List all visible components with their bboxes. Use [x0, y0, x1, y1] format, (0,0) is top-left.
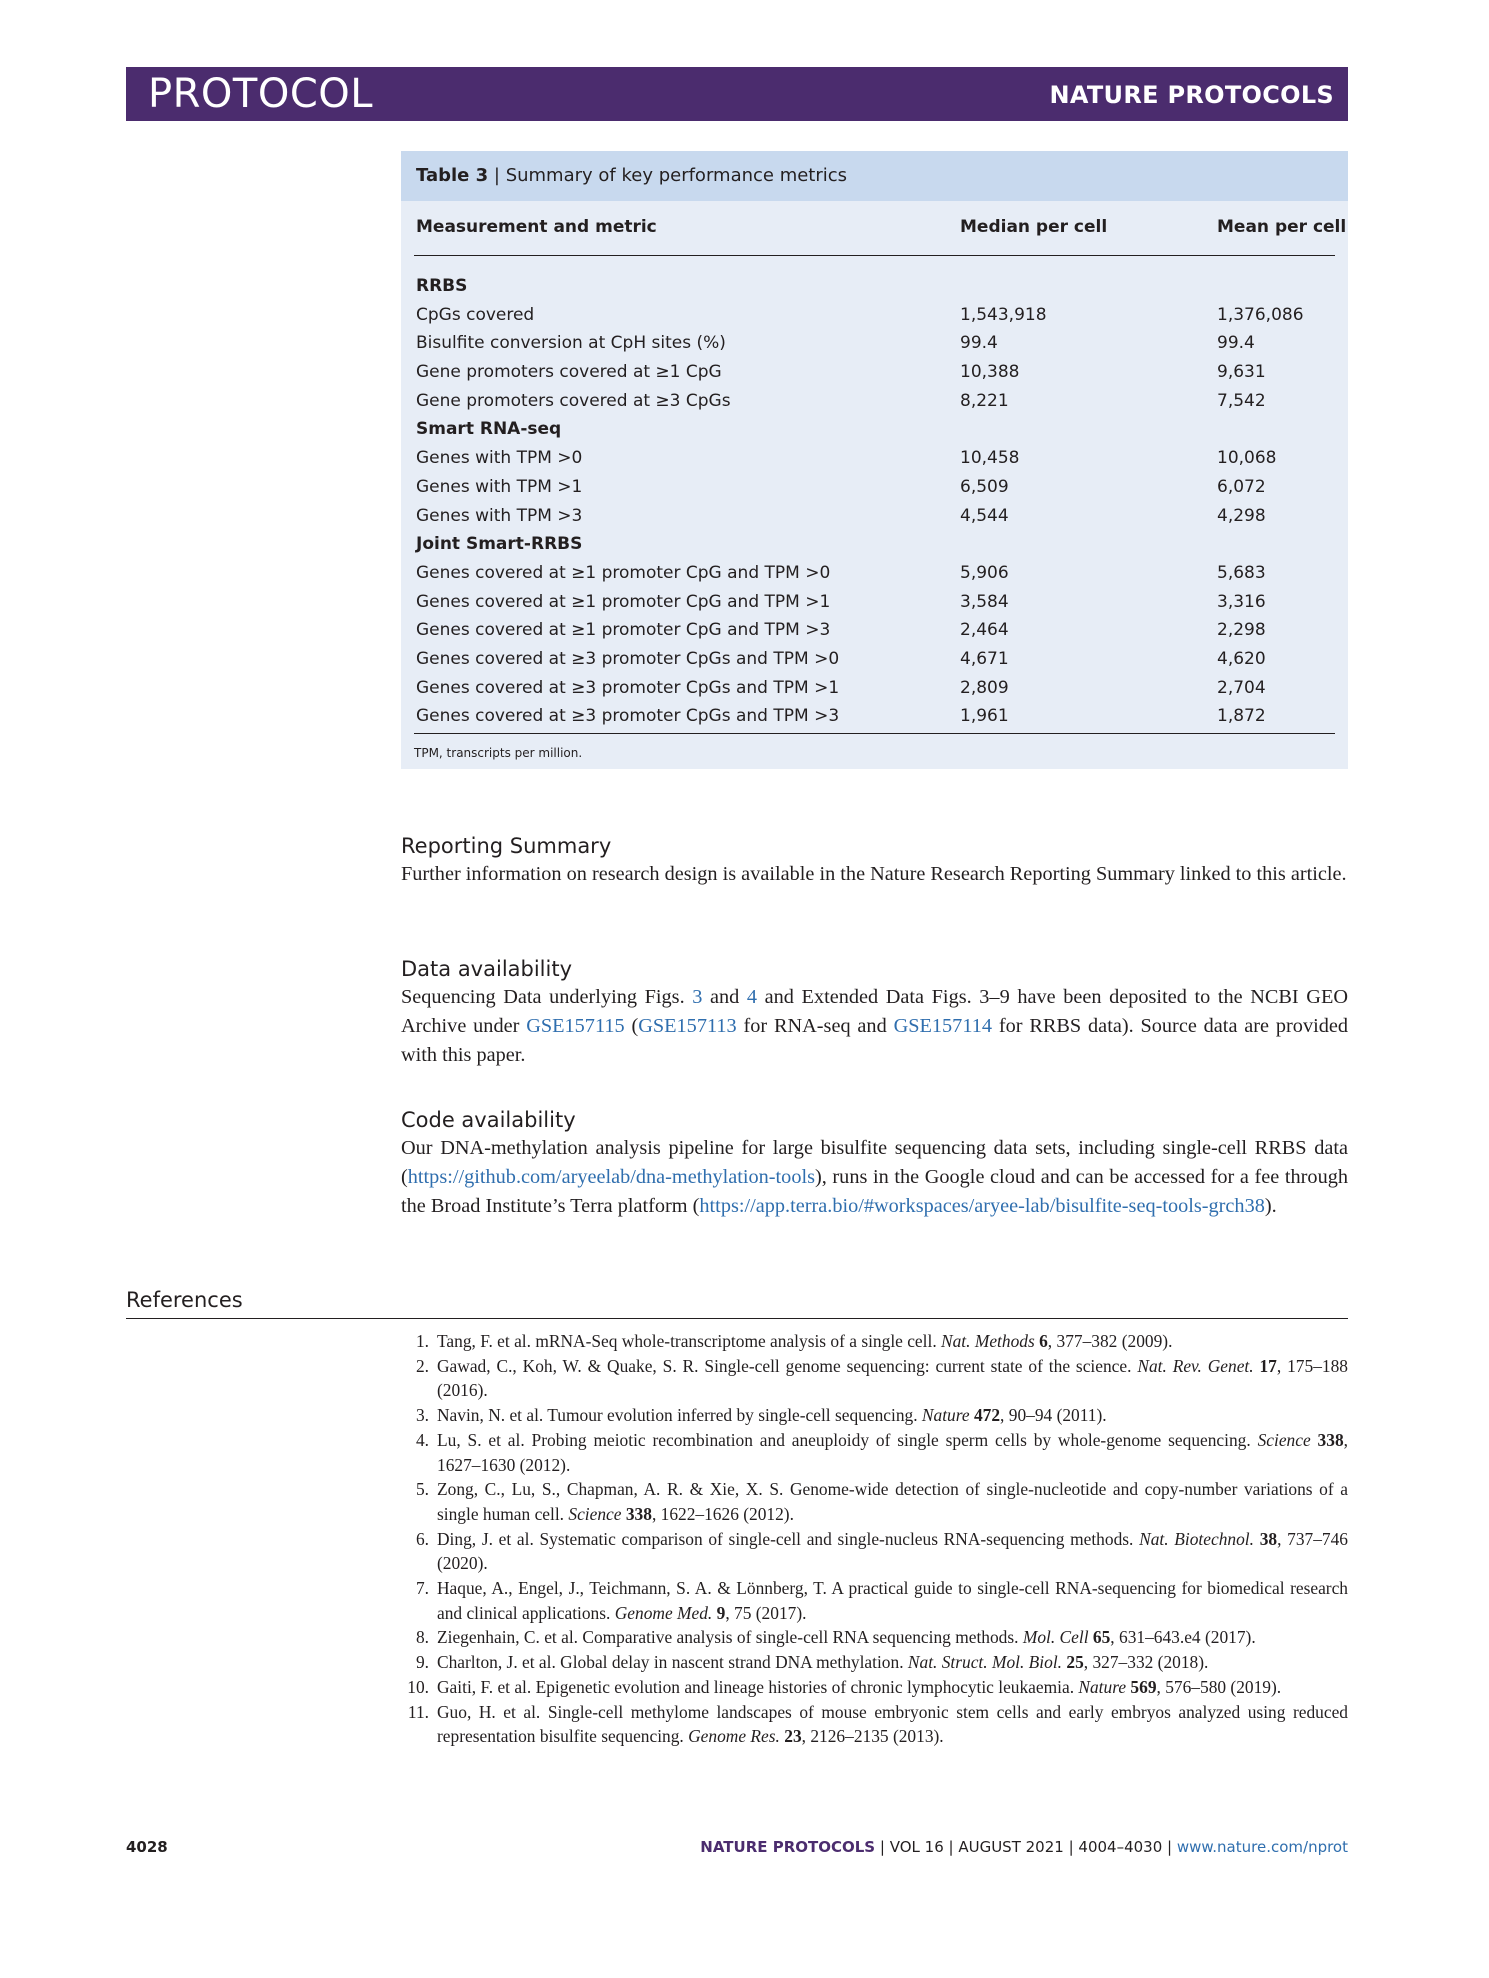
reference-journal: Genome Res.	[688, 1726, 780, 1747]
reference-item	[401, 1354, 1348, 1403]
reference-authors-title: Ziegenhain, C. et al. Comparative analysis of single-cell RNA sequencing methods.	[437, 1627, 1023, 1648]
reference-authors-title: Haque, A., Engel, J., Teichmann, S. A. & Lönnberg, T. A practical guide to single-cell RNA-sequencing for biomedical research and clinical applications.	[437, 1578, 1348, 1623]
reference-volume: 38	[1259, 1528, 1278, 1549]
column-header-median: Median per cell	[960, 217, 1108, 237]
reference-number: 8.	[415, 1627, 429, 1648]
reference-pages-year: , 1627–1630 (2012).	[437, 1429, 1348, 1475]
reference-journal: Mol. Cell	[1022, 1627, 1089, 1648]
github-link[interactable]: https://github.com/aryeelab/dna-methylation-tools	[407, 1166, 815, 1188]
table-cell-median: 2,809	[960, 677, 1009, 698]
text-run: ), runs in the Google cloud and can be accessed for a fee through the Broad Institute’s Terra platform (	[401, 1166, 1348, 1217]
reference-pages-year: , 75 (2017).	[725, 1602, 807, 1623]
reference-item	[401, 1428, 1348, 1477]
reference-item	[401, 1700, 1348, 1749]
table-row	[401, 502, 1348, 531]
table-cell-median: 4,544	[960, 505, 1009, 526]
footer-separator: |	[875, 1838, 890, 1856]
table-cell-metric: Genes covered at ≥3 promoter CpGs and TPM >0	[416, 648, 840, 669]
data-availability-section	[401, 955, 1348, 1070]
reference-pages-year: , 2126–2135 (2013).	[801, 1726, 944, 1747]
reference-authors-title: Ding, J. et al. Systematic comparison of single-cell and single-nucleus RNA-sequencing methods.	[437, 1528, 1140, 1549]
reference-volume: 17	[1259, 1355, 1277, 1376]
reference-item	[401, 1403, 1348, 1428]
table-section-row	[401, 530, 1348, 559]
reference-journal: Nat. Biotechnol.	[1139, 1528, 1254, 1549]
reference-item	[401, 1329, 1348, 1354]
table-cell-mean: 2,298	[1217, 620, 1266, 641]
table-cell-mean: 9,631	[1217, 362, 1266, 383]
table-cell-median: 4,671	[960, 648, 1009, 669]
reference-item	[401, 1650, 1348, 1675]
table-cell-metric: Genes covered at ≥1 promoter CpG and TPM >0	[416, 562, 831, 583]
table-row	[401, 358, 1348, 387]
reference-journal: Nature	[1078, 1676, 1127, 1697]
table-row	[401, 329, 1348, 358]
text-run: for RRBS data). Source data are provided with this paper.	[401, 1015, 1348, 1066]
table-3	[401, 151, 1348, 769]
code-availability-heading: Code availability	[401, 1108, 576, 1132]
table-cell-median: 5,906	[960, 562, 1009, 583]
text-run: and	[702, 986, 747, 1008]
reference-pages-year: , 175–188 (2016).	[437, 1355, 1348, 1401]
table-cell-metric: Genes covered at ≥1 promoter CpG and TPM >3	[416, 620, 831, 641]
journal-name: NATURE PROTOCOLS	[1049, 81, 1334, 109]
reference-journal: Nat. Rev. Genet.	[1137, 1355, 1254, 1376]
reference-number: 5.	[415, 1479, 429, 1500]
reference-journal: Nature	[921, 1405, 970, 1426]
column-header-metric: Measurement and metric	[416, 217, 657, 237]
reference-item	[401, 1675, 1348, 1700]
table-row	[401, 444, 1348, 473]
reference-authors-title: Tang, F. et al. mRNA-Seq whole-transcriptome analysis of a single cell.	[437, 1331, 942, 1351]
reference-number: 9.	[415, 1652, 429, 1673]
reference-volume: 65	[1092, 1627, 1111, 1648]
reference-item	[401, 1625, 1348, 1650]
footer-pages: 4004–4030	[1078, 1838, 1163, 1856]
text-run: (	[624, 1015, 639, 1037]
table-title	[401, 151, 1348, 201]
reference-authors-title: Charlton, J. et al. Global delay in nascent strand DNA methylation.	[437, 1652, 908, 1673]
reference-authors-title: Zong, C., Lu, S., Chapman, A. R. & Xie, X. S. Genome-wide detection of single-nucleotide and copy-number variations of a single human cell.	[437, 1479, 1348, 1524]
table-cell-metric: Gene promoters covered at ≥1 CpG	[416, 362, 722, 383]
table-section-row	[401, 272, 1348, 301]
table-cell-metric: CpGs covered	[416, 304, 535, 325]
table-cell-median: 1,961	[960, 706, 1009, 727]
reference-item	[401, 1477, 1348, 1526]
reference-volume: 23	[784, 1726, 802, 1747]
reference-pages-year: , 377–382 (2009).	[1047, 1331, 1173, 1351]
reference-number: 4.	[415, 1429, 429, 1450]
reference-authors-title: Gawad, C., Koh, W. & Quake, S. R. Single-cell genome sequencing: current state of the science.	[437, 1355, 1138, 1376]
reference-authors-title: Guo, H. et al. Single-cell methylome landscapes of mouse embryonic stem cells and early embryos analyzed using reduced representation bisulfite sequencing.	[437, 1701, 1348, 1747]
reference-journal: Nat. Methods	[941, 1331, 1035, 1351]
reference-volume: 338	[625, 1503, 652, 1524]
reference-space	[1311, 1430, 1318, 1450]
table-cell-metric: Gene promoters covered at ≥3 CpGs	[416, 390, 731, 411]
text-run: for RNA-seq and	[736, 1015, 894, 1037]
table-body	[401, 272, 1348, 731]
reference-volume: 472	[973, 1405, 1001, 1426]
table-cell-mean: 2,704	[1217, 677, 1266, 698]
table-number: Table 3	[416, 165, 489, 186]
table-cell-mean: 99.4	[1217, 333, 1255, 354]
gse157113-link[interactable]: GSE157113	[638, 1015, 737, 1037]
reference-volume: 6	[1039, 1331, 1048, 1351]
column-header-mean: Mean per cell	[1217, 217, 1347, 237]
table-footer-rule	[414, 733, 1335, 734]
table-cell-median: 10,458	[960, 448, 1020, 469]
table-row	[401, 616, 1348, 645]
table-row	[401, 588, 1348, 617]
reference-volume: 338	[1317, 1429, 1344, 1450]
footer-separator: |	[1063, 1838, 1079, 1856]
table-cell-mean: 1,376,086	[1217, 304, 1304, 325]
table-cell-median: 2,464	[960, 620, 1009, 641]
reporting-summary-heading: Reporting Summary	[401, 834, 612, 858]
text-run: ).	[1264, 1195, 1277, 1217]
data-availability-heading: Data availability	[401, 957, 573, 981]
table-cell-metric: Genes with TPM >0	[416, 448, 583, 469]
terra-link[interactable]: https://app.terra.bio/#workspaces/aryee-lab/bisulfite-seq-tools-grch38	[699, 1195, 1265, 1217]
reference-pages-year: , 327–332 (2018).	[1083, 1652, 1209, 1673]
table-cell-mean: 4,620	[1217, 648, 1266, 669]
reference-journal: Genome Med.	[614, 1602, 713, 1623]
table-cell-median: 10,388	[960, 362, 1020, 383]
table-cell-mean: 7,542	[1217, 390, 1266, 411]
table-row	[401, 387, 1348, 416]
table-cell-metric: RRBS	[416, 276, 468, 296]
reporting-summary-body: Further information on research design is available in the Nature Research Reporting Summary linked to this article.	[401, 863, 1347, 885]
page-number: 4028	[126, 1838, 168, 1856]
reference-number: 3.	[415, 1405, 429, 1426]
reference-pages-year: , 90–94 (2011).	[1000, 1405, 1107, 1426]
table-cell-mean: 3,316	[1217, 591, 1266, 612]
references-heading: References	[126, 1288, 243, 1312]
table-cell-mean: 5,683	[1217, 562, 1266, 583]
footer-citation	[700, 1837, 1348, 1857]
footer-journal: NATURE PROTOCOLS	[700, 1838, 876, 1856]
footer-separator: |	[1162, 1838, 1177, 1856]
reference-pages-year: , 576–580 (2019).	[1156, 1676, 1282, 1697]
reference-item	[401, 1576, 1348, 1625]
table-footnote: TPM, transcripts per million.	[414, 746, 583, 760]
table-section-row	[401, 415, 1348, 444]
table-cell-median: 1,543,918	[960, 304, 1047, 325]
table-row	[401, 301, 1348, 330]
gse157114-link[interactable]: GSE157114	[893, 1015, 992, 1037]
reference-pages-year: , 737–746 (2020).	[437, 1528, 1348, 1574]
reference-number: 6.	[415, 1528, 429, 1549]
table-cell-metric: Genes with TPM >3	[416, 505, 583, 526]
reference-pages-year: , 631–643.e4 (2017).	[1110, 1627, 1256, 1648]
table-cell-metric: Joint Smart-RRBS	[416, 534, 583, 555]
footer-date: AUGUST 2021	[958, 1838, 1064, 1856]
reference-number: 1.	[415, 1331, 429, 1351]
section-label: PROTOCOL	[148, 71, 374, 117]
table-cell-mean: 6,072	[1217, 476, 1266, 497]
fig-4-link[interactable]: 4	[746, 986, 758, 1008]
reference-number: 2.	[415, 1355, 429, 1376]
table-cell-metric: Bisulfite conversion at CpH sites (%)	[416, 333, 726, 354]
reference-number: 10.	[407, 1676, 429, 1697]
reference-authors-title: Navin, N. et al. Tumour evolution inferred by single-cell sequencing.	[437, 1405, 922, 1426]
table-cell-median: 3,584	[960, 591, 1009, 612]
table-cell-median: 6,509	[960, 476, 1009, 497]
reference-number: 11.	[407, 1701, 429, 1722]
reference-authors-title: Gaiti, F. et al. Epigenetic evolution and lineage histories of chronic lymphocytic leukaemia.	[437, 1676, 1079, 1697]
code-availability-body	[401, 1134, 1348, 1221]
data-availability-body	[401, 983, 1348, 1070]
code-availability-section	[401, 1106, 1348, 1221]
table-cell-metric: Genes covered at ≥3 promoter CpGs and TPM >3	[416, 706, 840, 727]
footer-volume: VOL 16	[889, 1838, 944, 1856]
reference-volume: 569	[1130, 1676, 1157, 1697]
fig-3-link[interactable]: 3	[692, 986, 703, 1008]
text-run: and Extended Data Figs. 3–9 have been deposited to the NCBI GEO Archive under	[401, 986, 1348, 1037]
reference-authors-title: Lu, S. et al. Probing meiotic recombination and aneuploidy of single sperm cells by whole-genome sequencing.	[437, 1429, 1258, 1450]
table-title-text: Summary of key performance metrics	[505, 165, 848, 186]
table-row	[401, 702, 1348, 731]
reference-journal: Nat. Struct. Mol. Biol.	[907, 1652, 1063, 1673]
table-row	[401, 559, 1348, 588]
reference-item	[401, 1527, 1348, 1576]
reference-number: 7.	[415, 1578, 429, 1599]
references-list	[401, 1329, 1348, 1749]
reference-volume: 25	[1066, 1652, 1084, 1673]
footer-url-link[interactable]: www.nature.com/nprot	[1176, 1838, 1348, 1856]
reference-journal: Science	[1257, 1429, 1311, 1450]
table-header-rule	[414, 255, 1335, 256]
gse157115-link[interactable]: GSE157115	[526, 1015, 625, 1037]
footer-separator: |	[943, 1838, 959, 1856]
reference-pages-year: , 1622–1626 (2012).	[651, 1503, 794, 1524]
reference-journal: Science	[568, 1503, 622, 1524]
table-row	[401, 473, 1348, 502]
table-row	[401, 674, 1348, 703]
table-cell-mean: 4,298	[1217, 505, 1266, 526]
table-cell-metric: Genes covered at ≥1 promoter CpG and TPM >1	[416, 591, 831, 612]
text-run: Our DNA-methylation analysis pipeline for large bisulfite sequencing data sets, including single-cell RRBS data (	[401, 1137, 1348, 1188]
table-cell-metric: Smart RNA-seq	[416, 419, 562, 440]
header-bar	[126, 67, 1348, 121]
table-cell-median: 8,221	[960, 390, 1009, 411]
table-cell-metric: Genes covered at ≥3 promoter CpGs and TPM >1	[416, 677, 840, 698]
references-rule	[126, 1318, 1348, 1319]
table-cell-mean: 10,068	[1217, 448, 1277, 469]
reporting-summary-section	[401, 832, 1348, 889]
text-run: Sequencing Data underlying Figs.	[401, 986, 693, 1008]
table-cell-median: 99.4	[960, 333, 998, 354]
table-cell-metric: Genes with TPM >1	[416, 476, 583, 497]
table-row	[401, 645, 1348, 674]
table-title-separator: |	[488, 165, 506, 186]
table-cell-mean: 1,872	[1217, 706, 1266, 727]
reference-volume: 9	[716, 1602, 726, 1623]
